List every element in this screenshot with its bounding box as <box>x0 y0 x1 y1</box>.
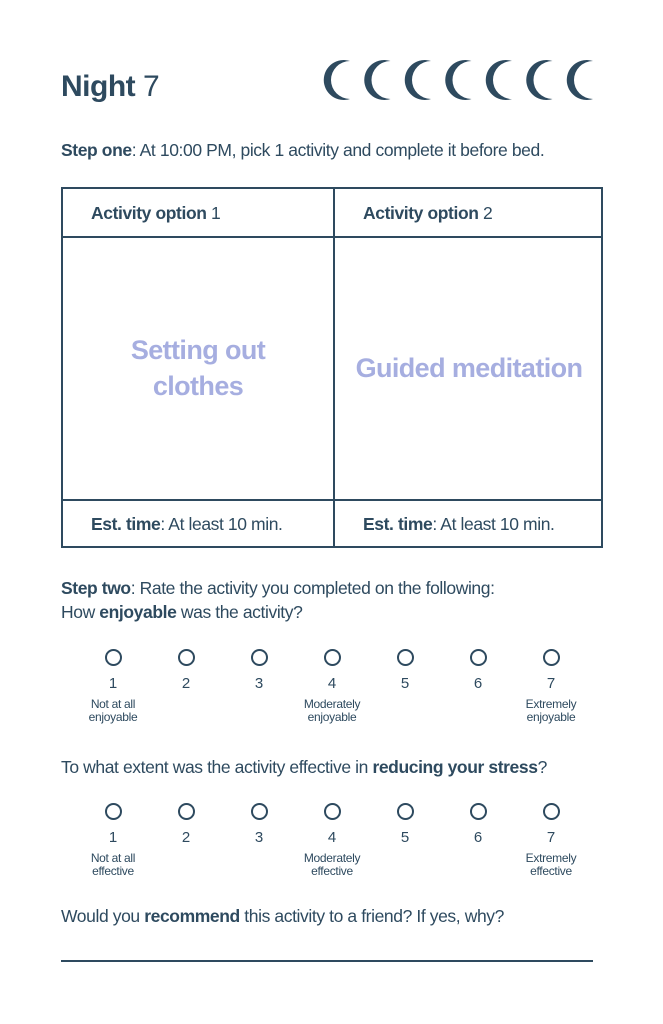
stress-number-4: 4 <box>327 829 337 846</box>
stress-radio-3[interactable] <box>251 803 268 820</box>
option-1-header-label: Activity option <box>91 203 207 223</box>
stress-anchor-mid-line: Moderately <box>303 851 361 865</box>
enjoyable-anchor-low-line: Not at all <box>90 697 136 711</box>
title-number: 7 <box>142 70 160 103</box>
stress-radio-5[interactable] <box>397 803 414 820</box>
stress-radio-1[interactable] <box>105 803 122 820</box>
enjoyable-option-4 <box>295 649 369 724</box>
enjoyable-radio-5[interactable] <box>397 649 414 666</box>
enjoyable-number-2: 2 <box>181 675 191 692</box>
enjoyable-number-1: 1 <box>108 675 118 692</box>
enjoyable-number-6: 6 <box>473 675 483 692</box>
stress-option-4 <box>295 803 369 878</box>
stress-option-1 <box>76 803 150 878</box>
option-1-est-time <box>91 514 283 535</box>
table-divider-bottom <box>63 499 601 501</box>
moon-icon <box>364 60 390 100</box>
enjoyable-anchor-low-line: enjoyable <box>88 710 138 724</box>
moon-icon <box>486 60 512 100</box>
enjoyable-number-7: 7 <box>546 675 556 692</box>
stress-number-1: 1 <box>108 829 118 846</box>
enjoyable-anchor-high <box>514 698 588 724</box>
stress-anchor-low <box>76 852 150 878</box>
activity-options-table <box>61 187 603 548</box>
stress-anchor-high-line: Extremely <box>525 851 577 865</box>
enjoyable-option-3 <box>222 649 296 692</box>
stress-radio-2[interactable] <box>178 803 195 820</box>
moon-icon <box>567 60 593 100</box>
stress-option-5 <box>368 803 442 846</box>
stress-radio-4[interactable] <box>324 803 341 820</box>
enjoyable-anchor-high-line: enjoyable <box>526 710 576 724</box>
option-1-est-label: Est. time <box>91 514 161 534</box>
enjoyable-anchor-high-line: Extremely <box>525 697 577 711</box>
stress-anchor-high-line: effective <box>530 864 572 878</box>
title-bold: Night <box>61 70 136 103</box>
option-2-est-value: : At least 10 min. <box>432 514 555 534</box>
q2-pre: To what extent was the activity effective in <box>61 757 373 777</box>
enjoyable-radio-1[interactable] <box>105 649 122 666</box>
stress-number-6: 6 <box>473 829 483 846</box>
enjoyable-anchor-low <box>76 698 150 724</box>
option-1-activity[interactable]: Setting out clothes <box>130 335 266 401</box>
stress-option-3 <box>222 803 296 846</box>
enjoyable-radio-4[interactable] <box>324 649 341 666</box>
enjoyable-option-1 <box>76 649 150 724</box>
stress-option-6 <box>441 803 515 846</box>
q3-bold: recommend <box>144 906 240 926</box>
question-enjoyable <box>61 602 302 623</box>
enjoyable-rating-scale <box>76 649 586 749</box>
option-2-header-label: Activity option <box>363 203 479 223</box>
step-two-label: Step two <box>61 578 131 598</box>
option-1-est-value: : At least 10 min. <box>160 514 283 534</box>
question-stress <box>61 757 547 778</box>
enjoyable-radio-3[interactable] <box>251 649 268 666</box>
stress-anchor-mid-line: effective <box>311 864 353 878</box>
stress-rating-scale <box>76 803 586 903</box>
q2-post: ? <box>537 757 547 777</box>
stress-number-5: 5 <box>400 829 410 846</box>
moon-icon <box>526 60 552 100</box>
q1-pre: How <box>61 602 100 622</box>
enjoyable-number-3: 3 <box>254 675 264 692</box>
stress-number-7: 7 <box>546 829 556 846</box>
stress-number-2: 2 <box>181 829 191 846</box>
enjoyable-number-5: 5 <box>400 675 410 692</box>
stress-option-7 <box>514 803 588 878</box>
enjoyable-option-7 <box>514 649 588 724</box>
stress-anchor-mid <box>295 852 369 878</box>
moon-icon <box>445 60 471 100</box>
enjoyable-option-6 <box>441 649 515 692</box>
enjoyable-anchor-mid-line: enjoyable <box>307 710 357 724</box>
option-2-header-number: 2 <box>483 203 493 223</box>
stress-anchor-low-line: Not at all <box>90 851 136 865</box>
stress-number-3: 3 <box>254 829 264 846</box>
stress-radio-7[interactable] <box>543 803 560 820</box>
moon-icon <box>405 60 431 100</box>
q3-post: this activity to a friend? If yes, why? <box>239 906 504 926</box>
q2-bold: reducing your stress <box>372 757 538 777</box>
option-2-est-label: Est. time <box>363 514 433 534</box>
stress-anchor-low-line: effective <box>92 864 134 878</box>
moons-row <box>320 57 610 103</box>
enjoyable-anchor-mid-line: Moderately <box>303 697 361 711</box>
question-recommend <box>61 906 504 927</box>
enjoyable-number-4: 4 <box>327 675 337 692</box>
step-one-text: : At 10:00 PM, pick 1 activity and complete it before bed. <box>131 140 545 160</box>
stress-anchor-high <box>514 852 588 878</box>
enjoyable-option-2 <box>149 649 223 692</box>
enjoyable-radio-2[interactable] <box>178 649 195 666</box>
step-two-text: : Rate the activity you completed on the following: <box>130 578 495 598</box>
option-2-activity[interactable]: Guided meditation <box>355 353 583 383</box>
page-title <box>61 70 159 104</box>
enjoyable-radio-7[interactable] <box>543 649 560 666</box>
enjoyable-anchor-mid <box>295 698 369 724</box>
option-1-header-number: 1 <box>211 203 221 223</box>
enjoyable-radio-6[interactable] <box>470 649 487 666</box>
moon-icon <box>324 60 350 100</box>
option-1-header <box>91 203 220 224</box>
enjoyable-option-5 <box>368 649 442 692</box>
option-2-est-time <box>363 514 555 535</box>
step-one-instruction <box>61 140 544 161</box>
stress-radio-6[interactable] <box>470 803 487 820</box>
step-one-label: Step one <box>61 140 132 160</box>
q1-bold: enjoyable <box>99 602 177 622</box>
q1-post: was the activity? <box>176 602 303 622</box>
stress-option-2 <box>149 803 223 846</box>
step-two-instruction <box>61 578 495 599</box>
answer-line[interactable] <box>61 960 593 962</box>
option-2-header <box>363 203 492 224</box>
q3-pre: Would you <box>61 906 145 926</box>
